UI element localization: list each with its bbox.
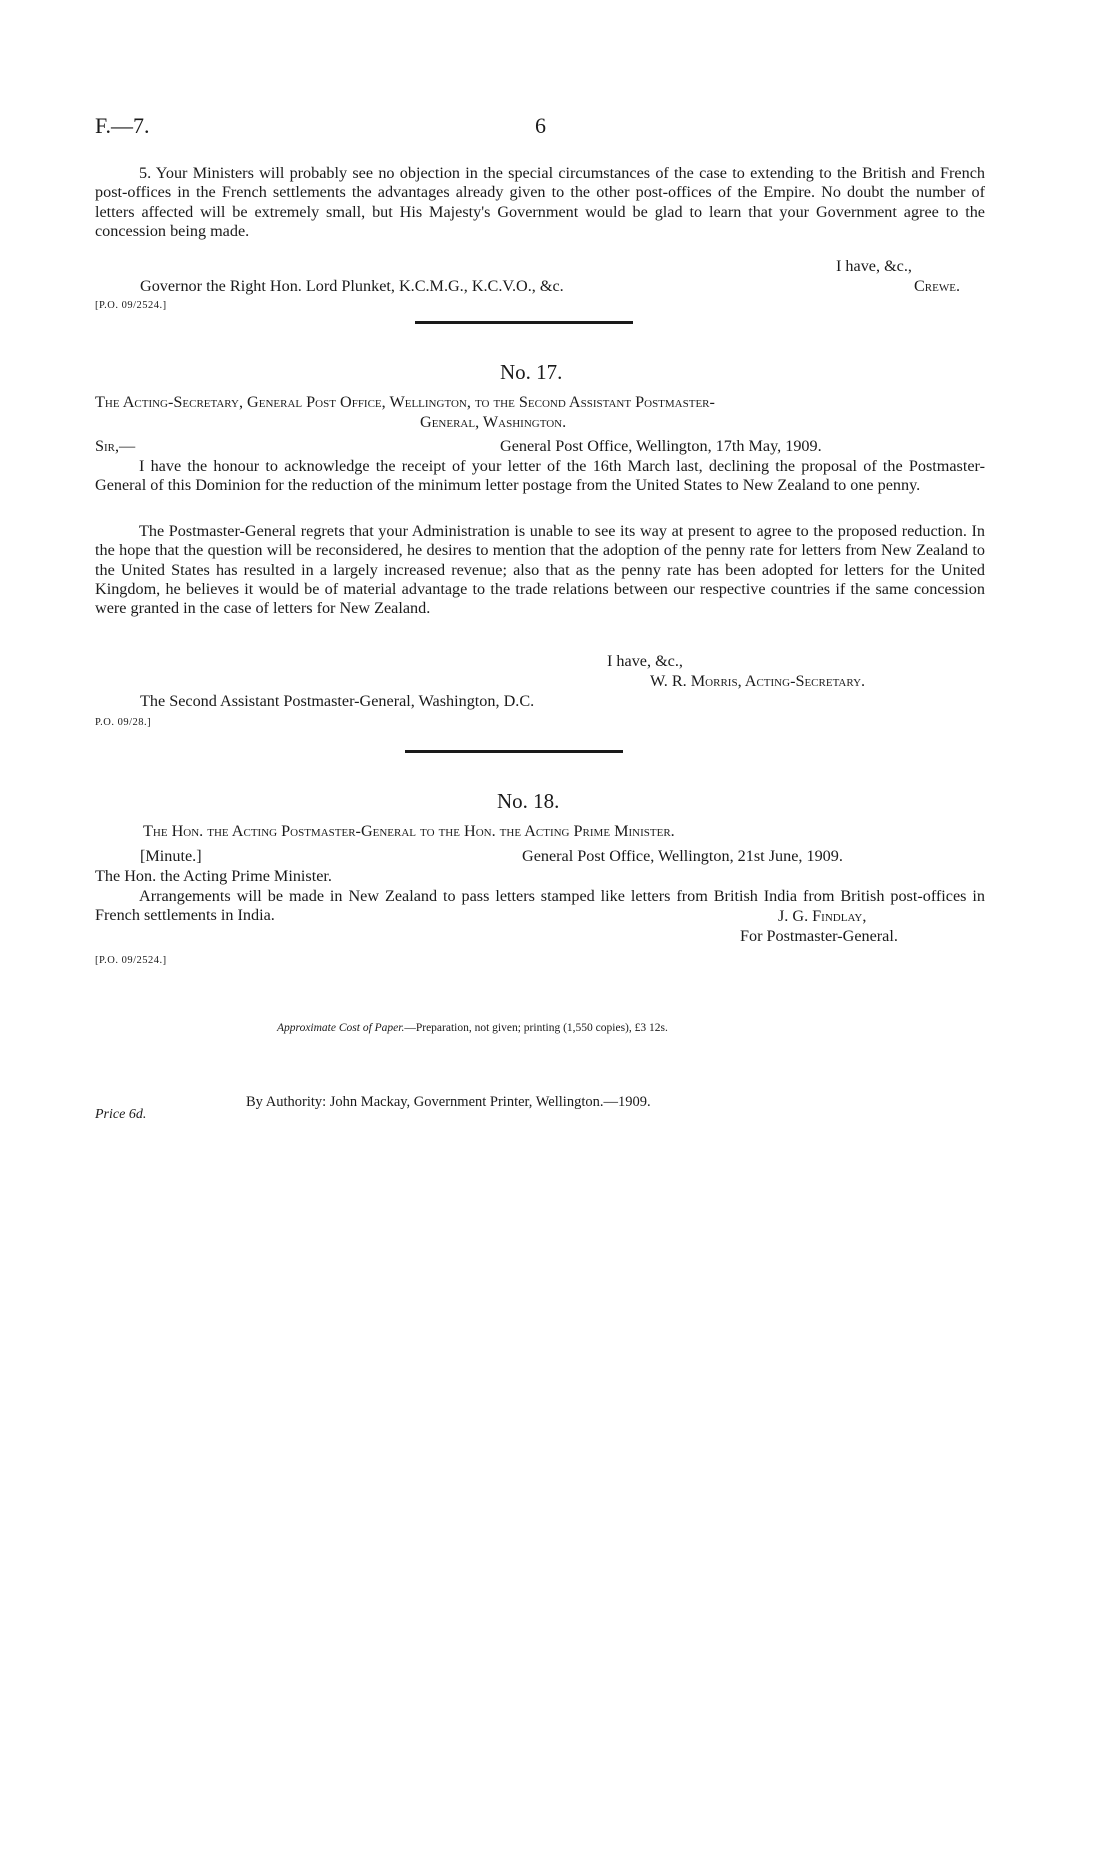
letter-title-line-1: The Acting-Secretary, General Post Office, Wellington, to the Second Assistant Postmaster- xyxy=(95,393,715,411)
cost-of-paper xyxy=(277,1022,668,1034)
section-divider xyxy=(405,750,623,753)
cost-text: —Preparation, not given; printing (1,550 copies), £3 12s. xyxy=(404,1022,668,1034)
letter-paragraph-2: The Postmaster-General regrets that your Administration is unable to see its way at present to agree to the proposed reduction. In the hope that the question will be reconsidered, he desires to mention that the adoption of the penny rate for letters from New Zealand to the United States has resulted in a largely increased revenue; also that as the penny rate has been adopted for letters for the United Kingdom, he believes it would be of material advantage to the trade relations between our respective countries if the same concession were granted in the case of letters for New Zealand. xyxy=(95,522,985,618)
report-code: F.—7. xyxy=(95,113,150,138)
signature-morris: W. R. Morris, Acting-Secretary. xyxy=(650,672,866,690)
addressee: The Second Assistant Postmaster-General, Washington, D.C. xyxy=(140,692,535,710)
signature-crewe: Crewe. xyxy=(914,277,961,295)
signature-title: For Postmaster-General. xyxy=(740,927,898,945)
minute-paragraph: Arrangements will be made in New Zealand to pass letters stamped like letters from British India from British post-offices in French settlements in India. xyxy=(95,887,985,925)
price: Price 6d. xyxy=(95,1107,147,1122)
closing-i-have: I have, &c., xyxy=(836,257,912,275)
signature-findlay: J. G. Findlay, xyxy=(778,907,867,925)
section-divider xyxy=(415,321,633,324)
addressee: The Hon. the Acting Prime Minister. xyxy=(95,867,332,885)
printer-authority: By Authority: John Mackay, Government Printer, Wellington.—1909. xyxy=(246,1094,651,1110)
salutation: Sir,— xyxy=(95,437,136,455)
section-heading-no-18: No. 18. xyxy=(497,789,560,813)
paragraph-5: 5. Your Ministers will probably see no objection in the special circumstances of the case to extending to the British and French post-offices in the French settlements the advantages already given to the other post-offices of the Empire. No doubt the number of letters affected will be extremely small, but His Majesty's Government would be glad to learn that your Government agree to the concession being made. xyxy=(95,164,985,240)
section-heading-no-17: No. 17. xyxy=(500,360,563,384)
closing-i-have: I have, &c., xyxy=(607,652,683,670)
addressee-governor: Governor the Right Hon. Lord Plunket, K.C.M.G., K.C.V.O., &c. xyxy=(140,277,564,295)
minute-title: The Hon. the Acting Postmaster-General to the Hon. the Acting Prime Minister. xyxy=(143,822,675,840)
dateline: General Post Office, Wellington, 17th May, 1909. xyxy=(500,437,822,455)
page-number: 6 xyxy=(535,113,546,138)
file-reference: [P.O. 09/2524.] xyxy=(95,300,167,311)
dateline: General Post Office, Wellington, 21st June, 1909. xyxy=(522,847,843,865)
file-reference: P.O. 09/28.] xyxy=(95,717,152,728)
file-reference: [P.O. 09/2524.] xyxy=(95,955,167,966)
minute-label: [Minute.] xyxy=(140,847,202,865)
letter-paragraph-1: I have the honour to acknowledge the receipt of your letter of the 16th March last, declining the proposal of the Postmaster-General of this Dominion for the reduction of the minimum letter postage from the United States to New Zealand to one penny. xyxy=(95,457,985,495)
cost-label: Approximate Cost of Paper. xyxy=(277,1022,405,1034)
letter-title-line-2: General, Washington. xyxy=(420,413,567,431)
